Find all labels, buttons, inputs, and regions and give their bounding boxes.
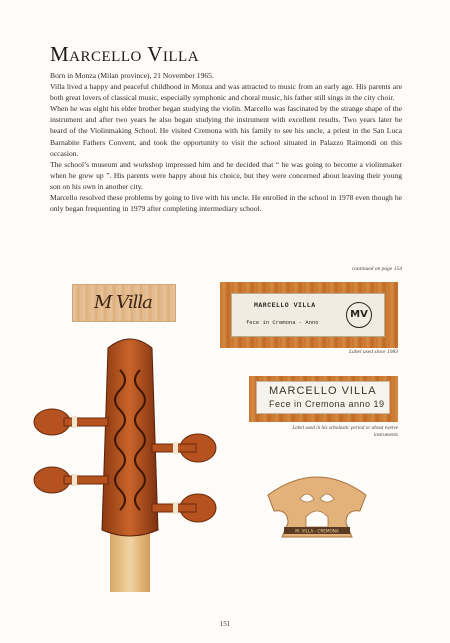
bio-paragraph: Marcello resolved these problems by going to live with his uncle. He enrolled in the school in 1978 even though he only began frequenting in 1979 after completing intermediary school. (50, 193, 402, 214)
monogram-logo: MV (346, 302, 372, 328)
label-maker-name: MARCELLO VILLA (269, 385, 377, 397)
maker-label-photo (220, 282, 398, 348)
violin-bridge-photo (262, 465, 372, 557)
signature-photo (72, 284, 176, 322)
bio-paragraph: Villa lived a happy and peaceful childhood in Monza and was attracted to music from an early age. His parents are both great lovers of classical music, especially symphonic and choral music, his father still sings in the city choir. (50, 82, 402, 103)
bridge-stamp: M. VILLA - CREMONA (295, 528, 339, 534)
maker-label (232, 294, 384, 336)
label-maker-name: MARCELLO VILLA (254, 302, 316, 309)
continued-note: continued on page 154 (351, 266, 402, 272)
bio-paragraph: Born in Monza (Milan province), 21 November 1965. (50, 71, 214, 80)
page-title: Marcello Villa (50, 42, 200, 66)
bio-paragraph: When he was eight his elder brother began studying the violin. Marcello was fascinated by the strange shape of the instrument and after two years he also began studying the instrument with excellent results. Two years later he heard of the Violinmaking School. He visited Cremona with his family to see his uncle, a priest in the San Luca Barnabite Fathers Convent, and took the opportunity to visit the school situated in Palazzo Raimondi on this occasion. (50, 104, 402, 158)
label-caption: Label used since 1983 (348, 349, 398, 355)
label-caption: Label used in his scholastic period or about twelve instruments (292, 425, 398, 438)
label-subtitle: fece in Cremona - Anno (246, 319, 319, 326)
bio-paragraph: The school’s museum and workshop impressed him and he decided that “ he was going to become a violinmaker when he grew up ”. His parents were happy about his choice, but they were concerned about leaving their young son on his own in another city. (50, 159, 402, 191)
signature: M Villa (94, 292, 152, 313)
scholastic-label-photo (249, 376, 398, 422)
violin-scroll-photo (30, 330, 220, 592)
label-subtitle: Fece in Cremona anno 19 (269, 399, 385, 409)
page-number: 151 (219, 620, 231, 628)
scholastic-label (257, 382, 389, 413)
biography-text (50, 70, 402, 214)
